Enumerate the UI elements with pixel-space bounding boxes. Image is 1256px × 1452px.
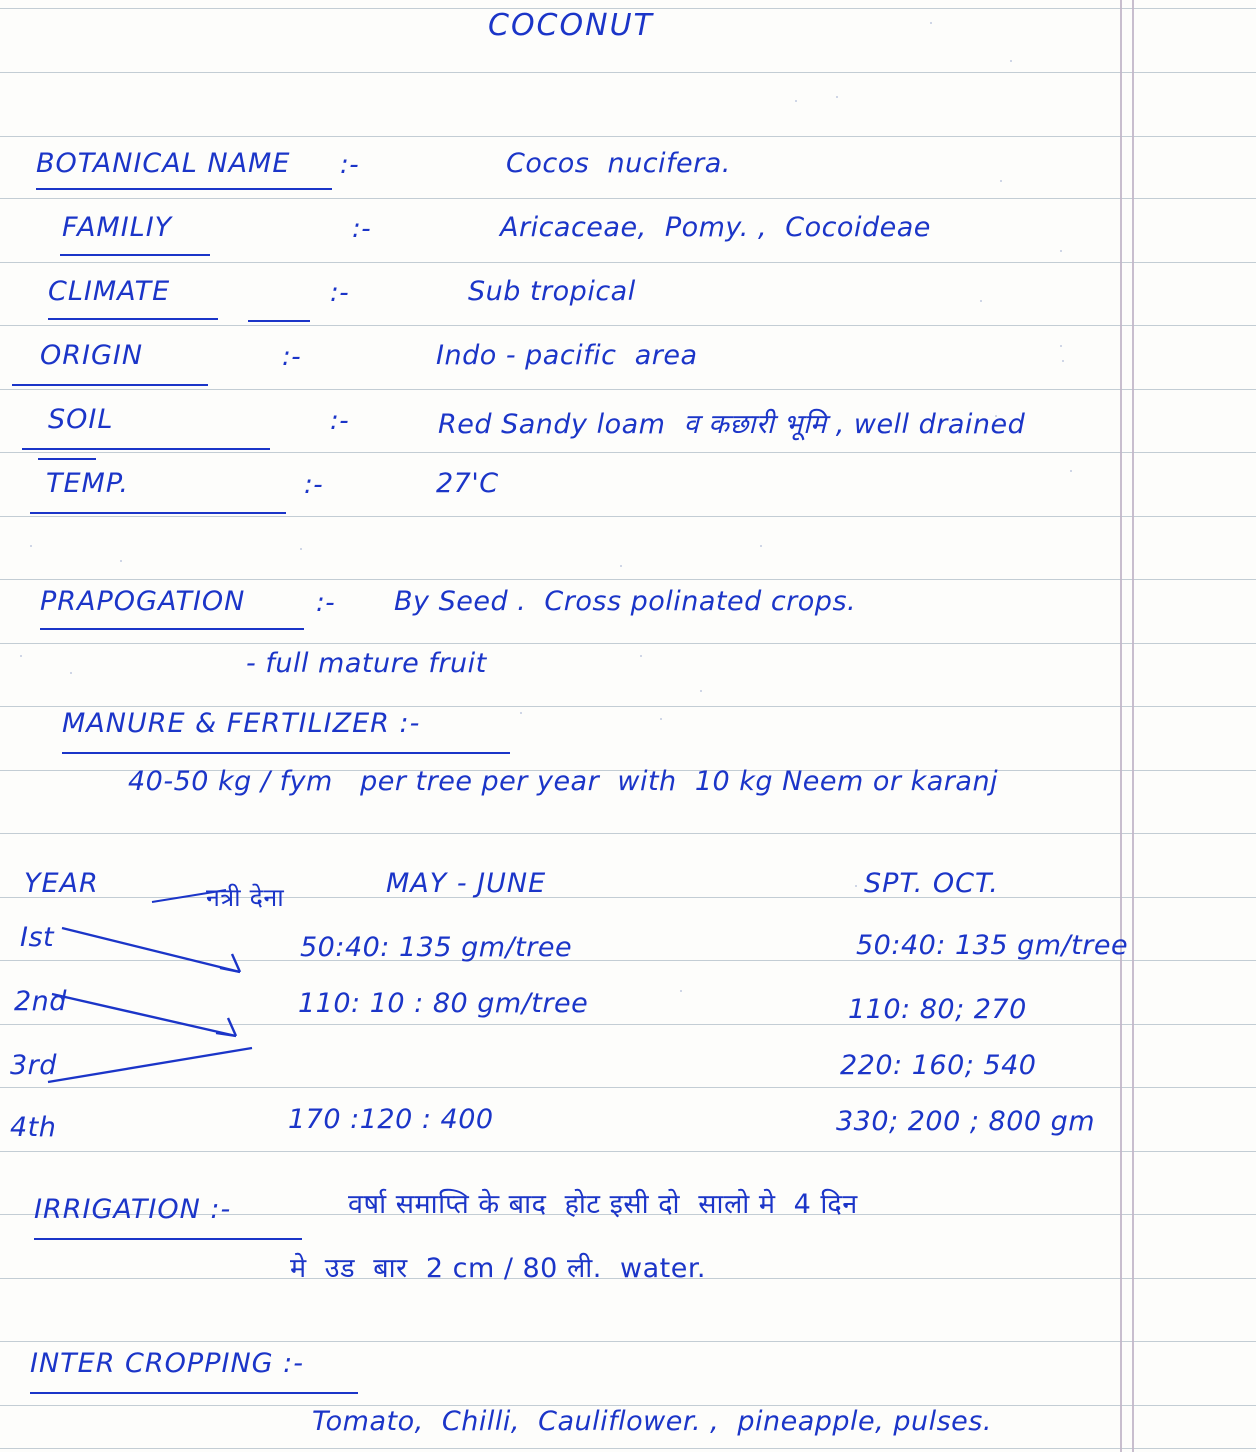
irrigation-label: IRRIGATION :- bbox=[34, 1194, 232, 1225]
underline-botanical-name bbox=[36, 188, 332, 190]
table-cell-spt-oct: 330; 200 ; 800 gm bbox=[836, 1106, 1096, 1137]
field-label-temp: TEMP. bbox=[46, 468, 129, 499]
inter-cropping-value: Tomato, Chilli, Cauliflower. , pineapple, pulses. bbox=[312, 1406, 992, 1437]
table-header-year: YEAR bbox=[24, 868, 99, 899]
table-header-may-june: MAY - JUNE bbox=[386, 868, 547, 899]
field-label-botanical-name: BOTANICAL NAME bbox=[36, 148, 291, 179]
manure-line: 40-50 kg / fym per tree per year with 10 kg Neem or karanj bbox=[128, 766, 999, 797]
field-label-climate: CLIMATE bbox=[48, 276, 171, 307]
table-arrow-icon bbox=[46, 1044, 276, 1088]
propagation-value: By Seed . Cross polinated crops. bbox=[394, 586, 857, 617]
field-sep-temp: :- bbox=[304, 470, 324, 500]
margin-line-left bbox=[1120, 0, 1122, 1452]
field-value-origin: Indo - pacific area bbox=[436, 340, 698, 371]
underline-inter-cropping bbox=[30, 1392, 358, 1394]
field-label-family: FAMILIY bbox=[62, 212, 173, 243]
manure-heading: MANURE & FERTILIZER :- bbox=[62, 708, 421, 739]
propagation-note: - full mature fruit bbox=[246, 648, 487, 679]
field-sep-soil: :- bbox=[330, 406, 350, 436]
underline-manure-heading bbox=[62, 752, 510, 754]
underline-soil bbox=[22, 448, 270, 450]
field-label-origin: ORIGIN bbox=[40, 340, 144, 371]
field-sep-family: :- bbox=[352, 214, 372, 244]
table-row: 3rd bbox=[10, 1050, 57, 1081]
field-value-botanical-name: Cocos nucifera. bbox=[506, 148, 731, 179]
table-cell-may-june: 50:40: 135 gm/tree bbox=[300, 932, 573, 963]
table-cell-spt-oct: 110: 80; 270 bbox=[848, 994, 1027, 1025]
table-cell-spt-oct: 50:40: 135 gm/tree bbox=[856, 930, 1129, 961]
inter-cropping-label: INTER CROPPING :- bbox=[30, 1348, 304, 1379]
table-header-note: नत्री देना bbox=[206, 883, 285, 912]
page-title: COCONUT bbox=[488, 8, 654, 43]
table-cell-may-june: 110: 10 : 80 gm/tree bbox=[298, 988, 589, 1019]
underline-temp bbox=[30, 512, 286, 514]
table-arrow-icon bbox=[50, 988, 260, 1048]
table-row: 4th bbox=[10, 1112, 57, 1143]
underline-climate bbox=[48, 318, 218, 320]
table-row: Ist bbox=[20, 922, 55, 953]
underline-soil-2 bbox=[38, 458, 96, 460]
field-sep-botanical-name: :- bbox=[340, 150, 360, 180]
table-header-spt-oct: SPT. OCT. bbox=[864, 868, 999, 899]
underline-climate-2 bbox=[248, 320, 310, 322]
irrigation-line-1: वर्षा समाप्ति के बाद होट इसी दो सालो मे 4 दिन bbox=[348, 1189, 858, 1220]
propagation-sep: :- bbox=[316, 588, 336, 618]
field-value-climate: Sub tropical bbox=[468, 276, 636, 307]
field-label-soil: SOIL bbox=[48, 404, 114, 435]
table-cell-may-june: 170 :120 : 400 bbox=[288, 1104, 494, 1135]
field-sep-origin: :- bbox=[282, 342, 302, 372]
field-sep-climate: :- bbox=[330, 278, 350, 308]
irrigation-line-2: मे उड बार 2 cm / 80 ली. water. bbox=[290, 1253, 707, 1284]
underline-propagation bbox=[40, 628, 304, 630]
underline-family bbox=[60, 254, 210, 256]
table-note-arrow-icon bbox=[150, 884, 230, 908]
propagation-label: PRAPOGATION bbox=[40, 586, 246, 617]
field-value-family: Aricaceae, Pomy. , Cocoideae bbox=[500, 212, 931, 243]
table-arrow-icon bbox=[60, 920, 260, 980]
underline-irrigation bbox=[34, 1238, 302, 1240]
table-row: 2nd bbox=[14, 986, 67, 1017]
table-cell-spt-oct: 220: 160; 540 bbox=[840, 1050, 1037, 1081]
underline-origin bbox=[12, 384, 208, 386]
field-value-temp: 27'C bbox=[436, 468, 499, 499]
field-value-soil: Red Sandy loam व कछारी भूमि , well drained bbox=[438, 409, 1026, 440]
margin-line-right bbox=[1132, 0, 1134, 1452]
